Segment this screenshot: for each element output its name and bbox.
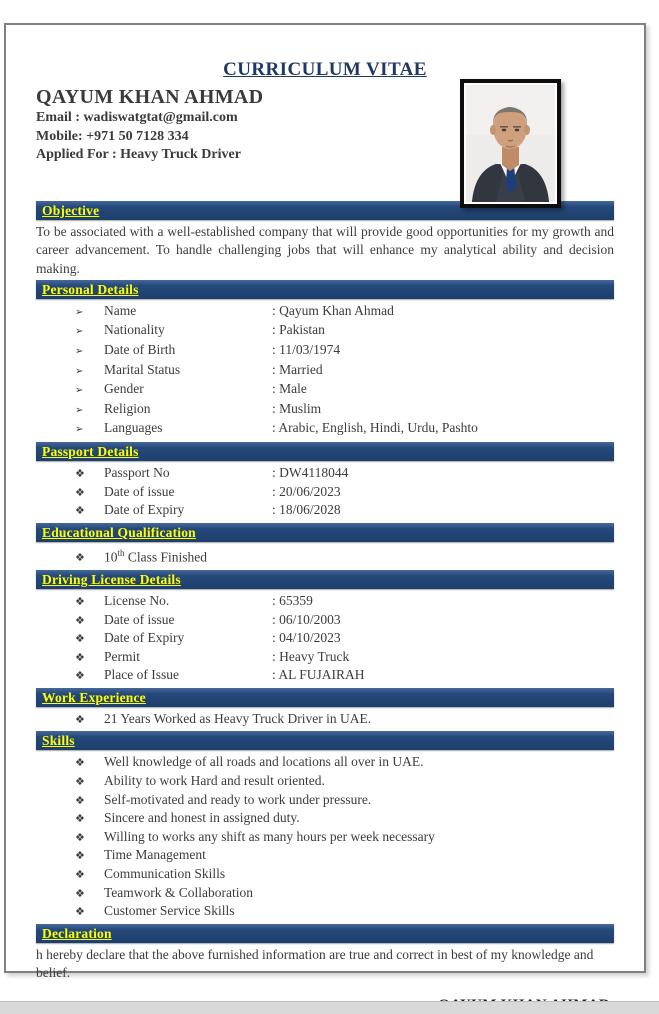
skill-item: [36, 846, 614, 865]
arrow-bullet-icon: ➢: [75, 424, 84, 436]
diamond-bullet-icon: ❖: [75, 812, 85, 826]
section-heading-label: Driving License Details: [42, 571, 181, 587]
detail-row-license-issue: [36, 611, 614, 630]
skill-text: Customer Service Skills: [104, 903, 235, 919]
detail-value: : Male: [272, 381, 307, 397]
detail-row-passport-no: [36, 464, 614, 483]
diamond-bullet-icon: ❖: [75, 467, 85, 481]
diamond-bullet-icon: ❖: [75, 886, 85, 900]
next-page-edge: [0, 1001, 659, 1014]
section-heading-label: Passport Details: [42, 444, 139, 460]
applied-for-line: Applied For : Heavy Truck Driver: [36, 147, 241, 162]
skill-text: Ability to work Hard and result oriented.: [104, 773, 325, 789]
diamond-bullet-icon: ❖: [75, 775, 85, 789]
detail-label: Place of Issue: [104, 667, 179, 683]
skill-item: [36, 809, 614, 828]
objective-text: To be associated with a well-established company that will provide good opportunities for my growth and career advancement. To handle challenging jobs that will enhance my analytical ability and decision making.: [36, 224, 614, 276]
education-grade: 10: [104, 549, 118, 565]
diamond-bullet-icon: ❖: [75, 868, 85, 882]
detail-row-name: [36, 302, 614, 322]
section-header-personal-details: [36, 280, 614, 299]
detail-row-passport-expiry: [36, 501, 614, 520]
section-header-declaration: [36, 924, 614, 943]
cv-page: [4, 23, 646, 981]
arrow-bullet-icon: ➢: [75, 326, 84, 338]
detail-value: : Pakistan: [272, 322, 325, 338]
detail-value: : Married: [272, 361, 323, 377]
page-title: CURRICULUM VITAE: [223, 59, 427, 80]
education-grade-ordinal: th: [117, 547, 125, 558]
section-heading-label: Educational Qualification: [42, 524, 196, 540]
detail-row-license-no: [36, 592, 614, 611]
diamond-bullet-icon: ❖: [75, 905, 85, 919]
detail-value: : Arabic, English, Hindi, Urdu, Pashto: [272, 420, 478, 436]
work-experience-list: [36, 710, 614, 729]
detail-label: Permit: [104, 648, 140, 664]
skills-list: [36, 753, 614, 920]
skill-item: [36, 772, 614, 791]
detail-row-date-of-birth: [36, 341, 614, 361]
diamond-bullet-icon: ❖: [75, 849, 85, 863]
diamond-bullet-icon: ❖: [75, 793, 85, 807]
detail-label: Languages: [104, 420, 163, 436]
education-item: [36, 545, 614, 567]
section-header-education: [36, 523, 614, 542]
section-header-driving-license: [36, 570, 614, 589]
section-heading-label: Personal Details: [42, 281, 139, 297]
diamond-bullet-icon: ❖: [75, 551, 85, 565]
detail-label: Date of issue: [104, 483, 175, 499]
section-header-work-experience: [36, 688, 614, 707]
education-item-text: [104, 545, 614, 566]
portrait-photo-graphic: [466, 85, 555, 202]
personal-details-list: [36, 302, 614, 439]
skill-item: [36, 902, 614, 921]
detail-label: Passport No: [104, 465, 170, 481]
detail-label: Date of Birth: [104, 342, 176, 358]
diamond-bullet-icon: ❖: [75, 650, 85, 664]
detail-row-license-place: [36, 666, 614, 685]
skill-text: Self-motivated and ready to work under pressure.: [104, 791, 372, 807]
arrow-bullet-icon: ➢: [75, 346, 84, 358]
detail-label: Marital Status: [104, 361, 181, 377]
diamond-bullet-icon: ❖: [75, 504, 85, 518]
detail-value: : 20/06/2023: [272, 483, 341, 499]
skill-text: Time Management: [104, 847, 206, 863]
license-details-list: [36, 592, 614, 685]
education-grade-rest: Class Finished: [124, 549, 208, 565]
diamond-bullet-icon: ❖: [75, 632, 85, 646]
detail-label: Nationality: [104, 322, 165, 338]
detail-row-languages: [36, 419, 614, 439]
detail-row-marital-status: [36, 361, 614, 381]
section-heading-label: Objective: [42, 203, 100, 218]
detail-row-passport-issue: [36, 483, 614, 502]
education-list: [36, 545, 614, 567]
diamond-bullet-icon: ❖: [75, 669, 85, 683]
diamond-bullet-icon: ❖: [75, 830, 85, 844]
cv-header: [36, 59, 614, 201]
mobile-line: Mobile: +971 50 7128 334: [36, 128, 189, 144]
detail-row-license-permit: [36, 648, 614, 667]
applicant-photo: [460, 79, 561, 208]
section-header-skills: [36, 731, 614, 750]
skill-text: Communication Skills: [104, 866, 226, 882]
detail-label: Date of Expiry: [104, 630, 185, 646]
skill-text: Teamwork & Collaboration: [104, 884, 254, 900]
section-heading-label: Declaration: [42, 925, 112, 941]
declaration-text: h hereby declare that the above furnished information are true and correct in best of my knowledge and belief.: [36, 946, 594, 981]
section-header-passport-details: [36, 442, 614, 461]
arrow-bullet-icon: ➢: [75, 365, 84, 377]
skill-item: [36, 884, 614, 903]
detail-row-license-expiry: [36, 629, 614, 648]
work-experience-text: 21 Years Worked as Heavy Truck Driver in UAE.: [104, 710, 372, 726]
detail-row-gender: [36, 380, 614, 400]
detail-value: : DW4118044: [272, 465, 349, 481]
diamond-bullet-icon: ❖: [75, 756, 85, 770]
detail-row-nationality: [36, 321, 614, 341]
skill-item: [36, 828, 614, 847]
skill-text: Sincere and honest in assigned duty.: [104, 810, 300, 826]
detail-value: : AL FUJAIRAH: [272, 667, 365, 683]
arrow-bullet-icon: ➢: [75, 385, 84, 397]
detail-label: License No.: [104, 592, 170, 608]
detail-label: Gender: [104, 381, 144, 397]
skill-text: Well knowledge of all roads and locations all over in UAE.: [104, 754, 424, 770]
applicant-name: QAYUM KHAN AHMAD: [36, 86, 264, 108]
detail-value: : 06/10/2003: [272, 611, 341, 627]
arrow-bullet-icon: ➢: [75, 404, 84, 416]
skill-item: [36, 865, 614, 884]
detail-label: Date of issue: [104, 611, 175, 627]
detail-value: : 18/06/2028: [272, 502, 341, 518]
detail-row-religion: [36, 400, 614, 420]
diamond-bullet-icon: ❖: [75, 485, 85, 499]
detail-label: Religion: [104, 400, 151, 416]
diamond-bullet-icon: ❖: [75, 712, 85, 726]
email-line: Email : wadiswatgtat@gmail.com: [36, 110, 238, 125]
detail-value: : Qayum Khan Ahmad: [272, 302, 394, 318]
diamond-bullet-icon: ❖: [75, 594, 85, 608]
detail-label: Date of Expiry: [104, 502, 185, 518]
detail-label: Name: [104, 302, 137, 318]
passport-details-list: [36, 464, 614, 520]
detail-value: : 65359: [272, 592, 313, 608]
skill-item: [36, 791, 614, 810]
skill-text: Willing to works any shift as many hours per week necessary: [104, 828, 435, 844]
diamond-bullet-icon: ❖: [75, 613, 85, 627]
arrow-bullet-icon: ➢: [75, 306, 84, 318]
section-heading-label: Skills: [42, 733, 75, 749]
section-heading-label: Work Experience: [42, 689, 146, 705]
detail-value: : 04/10/2023: [272, 630, 341, 646]
detail-value: : Muslim: [272, 400, 322, 416]
skill-item: [36, 753, 614, 772]
detail-value: : 11/03/1974: [272, 342, 341, 358]
detail-value: : Heavy Truck: [272, 648, 350, 664]
work-experience-item: [36, 710, 614, 729]
